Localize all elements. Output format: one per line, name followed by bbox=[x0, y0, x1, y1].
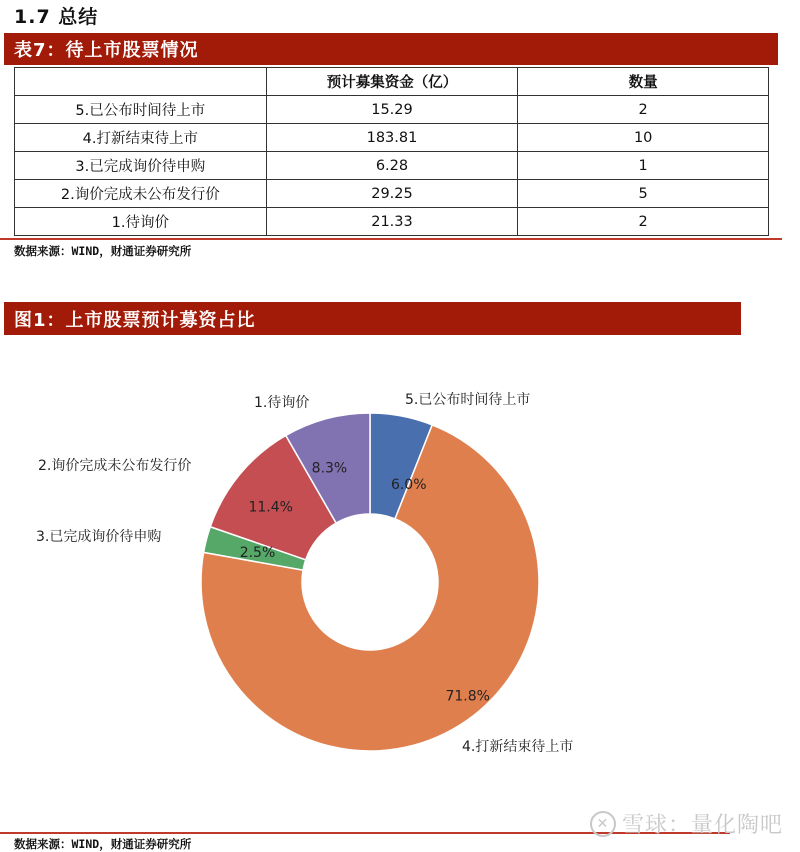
table-title: 表7：待上市股票情况 bbox=[14, 40, 199, 61]
cell-funds: 29.25 bbox=[266, 180, 518, 208]
snowball-logo-icon: ✕ bbox=[590, 811, 616, 837]
cell-stage: 4.打新结束待上市 bbox=[15, 124, 267, 152]
table-row bbox=[15, 208, 769, 236]
cell-stage: 3.已完成询价待申购 bbox=[15, 152, 267, 180]
cell-funds: 6.28 bbox=[266, 152, 518, 180]
cell-count: 1 bbox=[518, 152, 769, 180]
category-label: 1.待询价 bbox=[254, 395, 310, 411]
cell-count: 5 bbox=[518, 180, 769, 208]
table-row bbox=[15, 96, 769, 124]
cell-count: 2 bbox=[518, 96, 769, 124]
cell-stage: 2.询价完成未公布发行价 bbox=[15, 180, 267, 208]
cell-funds: 21.33 bbox=[266, 208, 518, 236]
header-stage bbox=[15, 68, 267, 96]
category-label: 3.已完成询价待申购 bbox=[36, 529, 162, 545]
figure-title-bar bbox=[4, 302, 741, 335]
cell-funds: 183.81 bbox=[266, 124, 518, 152]
cell-stage: 5.已公布时间待上市 bbox=[15, 96, 267, 124]
table-title-bar bbox=[4, 33, 778, 65]
table-bottom-rule bbox=[0, 238, 782, 240]
figure-title: 图1：上市股票预计募资占比 bbox=[14, 309, 256, 331]
table-row bbox=[15, 124, 769, 152]
watermark-text: 雪球：量化陶吧 bbox=[622, 813, 784, 838]
percent-label: 2.5% bbox=[239, 544, 276, 561]
percent-label: 6.0% bbox=[390, 476, 427, 493]
section-heading: 1.7 总结 bbox=[14, 6, 99, 28]
percent-label: 71.8% bbox=[445, 688, 490, 705]
cell-count: 2 bbox=[518, 208, 769, 236]
cell-stage: 1.待询价 bbox=[15, 208, 267, 236]
category-label: 2.询价完成未公布发行价 bbox=[38, 458, 192, 474]
cell-funds: 15.29 bbox=[266, 96, 518, 124]
table-row bbox=[15, 152, 769, 180]
table-source-note: 数据来源：WIND，财通证券研究所 bbox=[14, 244, 192, 258]
header-funds: 预计募集资金（亿） bbox=[266, 68, 518, 96]
percent-label: 8.3% bbox=[311, 460, 348, 477]
category-label: 5.已公布时间待上市 bbox=[405, 392, 531, 408]
cell-count: 10 bbox=[518, 124, 769, 152]
table-header-row bbox=[15, 68, 769, 96]
header-count: 数量 bbox=[518, 68, 769, 96]
table-row bbox=[15, 180, 769, 208]
watermark bbox=[590, 808, 783, 839]
donut-chart bbox=[0, 340, 800, 820]
figure-source-note: 数据来源：WIND，财通证券研究所 bbox=[14, 837, 192, 851]
category-label: 4.打新结束待上市 bbox=[462, 739, 574, 755]
ipo-pipeline-table bbox=[14, 67, 769, 236]
percent-label: 11.4% bbox=[248, 499, 293, 516]
